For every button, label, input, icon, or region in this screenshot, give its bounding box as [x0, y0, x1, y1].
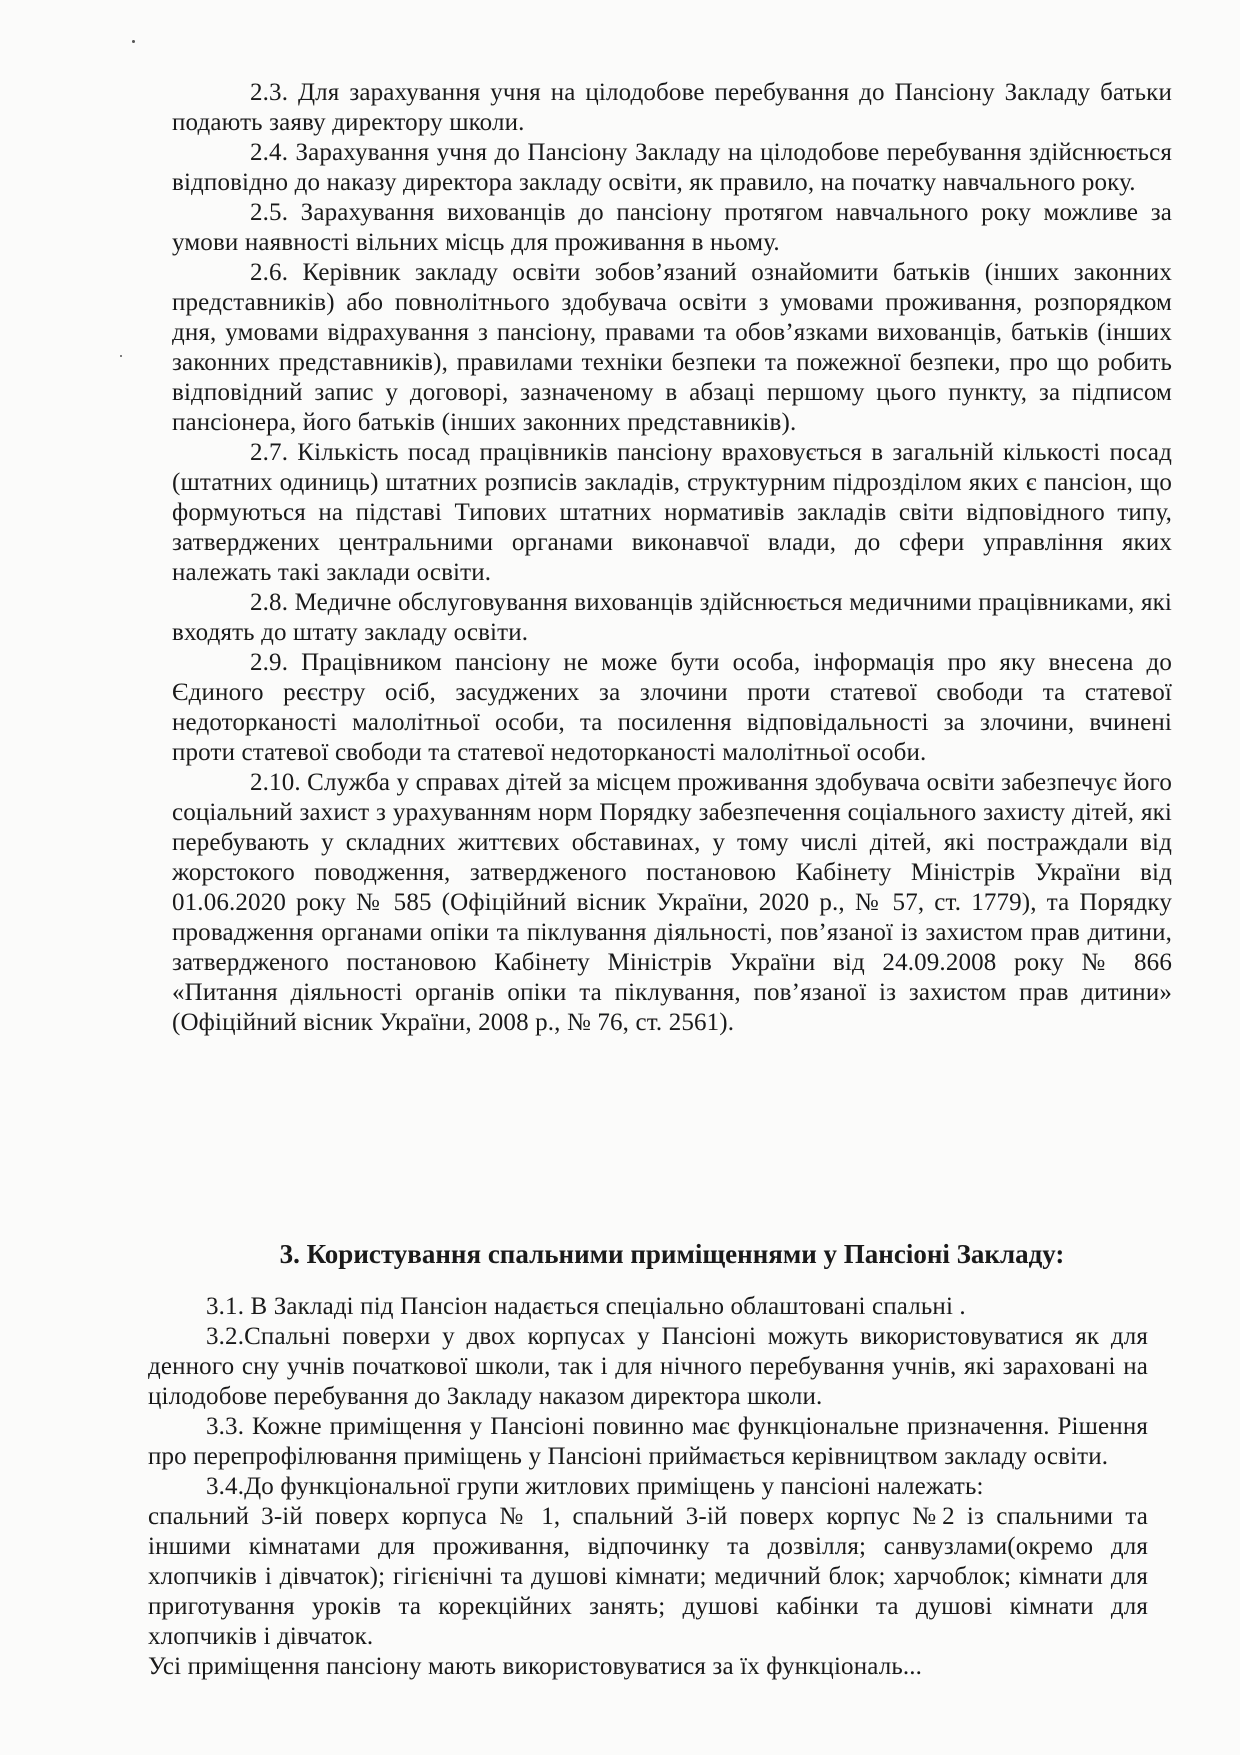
section-3-heading: 3. Користування спальними приміщеннями у Пансіоні Закладу: — [279, 1239, 1065, 1269]
paragraph-cut-off: Усі приміщення пансіону мають використовуватися за їх функціональ... — [148, 1653, 923, 1680]
paragraph-3-1: 3.1. В Закладі під Пансіон надається спеціально облаштовані спальні . — [206, 1293, 966, 1320]
paragraph-2-5: 2.5. Зарахування вихованців до пансіону протягом навчального року можливе за умови наявності вільних місць для проживання в ньому. — [172, 199, 1172, 256]
paragraph-2-4: 2.4. Зарахування учня до Пансіону Закладу на цілодобове перебування здійснюється відповідно до наказу директора закладу освіти, як правило, на початку навчального року. — [172, 139, 1172, 196]
paragraph-2-9: 2.9. Працівником пансіону не може бути особа, інформація про яку внесена до Єдиного реєстру осіб, засуджених за злочини проти статевої свободи та статевої недоторканості малолітньої особи, та посилення відповідальності за злочини, вчинені проти статевої свободи та статевої недоторканості малолітньої особи. — [172, 649, 1172, 766]
paragraph-2-8: 2.8. Медичне обслуговування вихованців здійснюється медичними працівниками, які входять до штату закладу освіти. — [172, 589, 1172, 646]
section-3-paragraphs — [148, 1292, 1148, 1682]
paragraph-2-10: 2.10. Служба у справах дітей за місцем проживання здобувача освіти забезпечує його соціальний захист з урахуванням норм Порядку забезпечення соціального захисту дітей, які перебувають у складних життєвих обставинах, у тому числі дітей, які постраждали від жорстокого поводження, затвердженого постановою Кабінету Міністрів України від 01.06.2020 року № 585 (Офіційний вісник України, 2020 р., № 57, ст. 1779), та Порядку провадження органами опіки та піклування діяльності, пов’язаної із захистом прав дитини, затвердженого постановою Кабінету Міністрів України від 24.09.2008 року № 866 «Питання діяльності органів опіки та піклування, пов’язаної із захистом прав дитини» (Офіційний вісник України, 2008 р., № 76, ст. 2561). — [172, 769, 1172, 1036]
paragraph-3-4: 3.4.До функціональної групи житлових приміщень у пансіоні належать: — [206, 1473, 984, 1500]
scan-speck — [120, 355, 122, 357]
paragraph-2-3: 2.3. Для зарахування учня на цілодобове перебування до Пансіону Закладу батьки подають заяву директору школи. — [172, 79, 1172, 136]
section-2-paragraphs — [172, 78, 1172, 1038]
paragraph-3-4-list: спальний 3-ій поверх корпуса № 1, спальний 3-ій поверх корпус №2 із спальними та іншими кімнатами для проживання, відпочинку та дозвілля; санвузлами(окремо для хлопчиків і дівчаток); гігієнічні та душові кімнати; медичний блок; харчоблок; кімнати для приготування уроків та корекційних занять; душові кабінки та душові кімнати для хлопчиків і дівчаток. — [148, 1503, 1148, 1650]
paragraph-3-2: 3.2.Спальні поверхи у двох корпусах у Пансіоні можуть використовуватися як для денного сну учнів початкової школи, так і для нічного перебування учнів, які зараховані на цілодобове перебування до Закладу наказом директора школи. — [148, 1323, 1148, 1410]
paragraph-2-6: 2.6. Керівник закладу освіти зобов’язаний ознайомити батьків (інших законних представників) або повнолітнього здобувача освіти з умовами проживання, розпорядком дня, умовами відрахування з пансіону, правами та обов’язками вихованців, батьків (інших законних представників), правилами техніки безпеки та пожежної безпеки, про що робить відповідний запис у договорі, зазначеному в абзаці першому цього пункту, за підписом пансіонера, його батьків (інших законних представників). — [172, 259, 1172, 436]
paragraph-2-7: 2.7. Кількість посад працівників пансіону враховується в загальній кількості посад (штатних одиниць) штатних розписів закладів, структурним підрозділом яких є пансіон, що формуються на підставі Типових штатних нормативів закладів світи відповідного типу, затверджених центральними органами виконавчої влади, до сфери управління яких належать такі заклади освіти. — [172, 439, 1172, 586]
paragraph-3-3: 3.3. Кожне приміщення у Пансіоні повинно має функціональне призначення. Рішення про перепрофілювання приміщень у Пансіоні приймається керівництвом закладу освіти. — [148, 1413, 1148, 1470]
scan-speck — [132, 40, 135, 43]
